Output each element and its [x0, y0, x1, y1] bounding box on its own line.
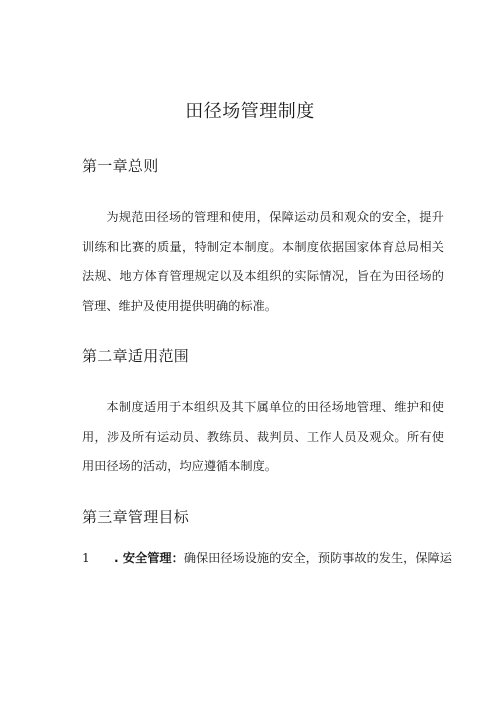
chapter-1-heading: 第一章总则: [82, 157, 159, 175]
chapter-3-heading: 第三章管理目标: [82, 508, 190, 526]
list-item-term: . 安全管理：: [114, 551, 184, 565]
list-item-text: 确保田径场设施的安全，预防事故的发生，保障运: [183, 551, 452, 565]
document-title: 田径场管理制度: [185, 101, 315, 122]
list-item-number: 1: [82, 551, 90, 565]
chapter-1-body: 为规范田径场的管理和使用，保障运动员和观众的安全，提升训练和比赛的质量，特制定本制度。本制度依据国家体育总局相关法规、地方体育管理规定以及本组织的实际情况，旨在为田径场的管理、维护及使用提供明确的标准。: [82, 210, 444, 313]
list-item: [82, 548, 462, 568]
chapter-2-heading: 第二章适用范围: [82, 347, 190, 365]
chapter-2-body: 本制度适用于本组织及其下属单位的田径场地管理、维护和使用，涉及所有运动员、教练员、裁判员、工作人员及观众。所有使用田径场的活动，均应遵循本制度。: [82, 400, 444, 474]
